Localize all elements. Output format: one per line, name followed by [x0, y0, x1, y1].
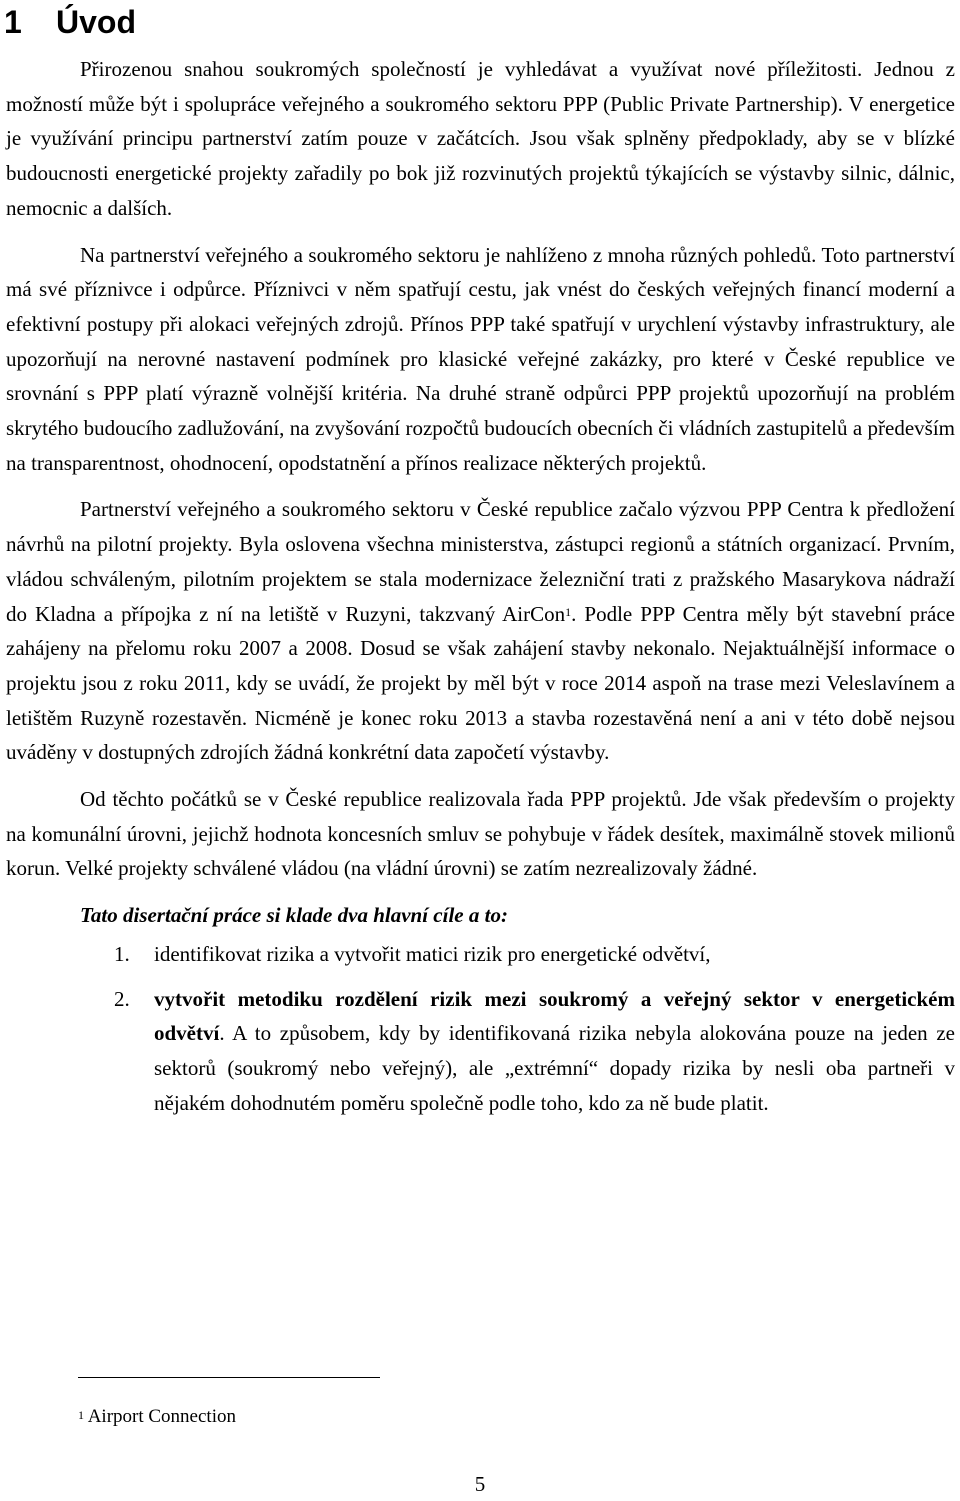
paragraph-3-part-b: . Podle PPP Centra měly být stavební práce zahájeny na přelomu roku 2007 a 2008. Dosud se však zahájení stavby nekonalo. Nejaktuálnější informace o projektu jsou z roku 2011, kdy se uvádí, že projekt by měl být v roce 2014 aspoň na trase mezi Veleslavínem a letištěm Ruzyně rozestavěn. Nicméně je konec roku 2013 a stavba rozestavěná není a ani v této době nejsou uváděny v dostupných zdrojích žádná konkrétní data započetí výstavby.: [6, 601, 955, 765]
paragraph-3: [6, 492, 955, 770]
chapter-title: Úvod: [56, 4, 136, 40]
paragraph-3-part-a: Partnerství veřejného a soukromého sektoru v České republice začalo výzvou PPP Centra k předložení návrhů na pilotní projekty. Byla oslovena všechna ministerstva, zástupci regionů a státních organizací. Prvním, vládou schváleným, pilotním projektem se stala modernizace železniční trati z pražského Masarykova nádraží do Kladna a přípojka z ní na letiště v Ruzyni, takzvaný AirCon: [6, 497, 955, 626]
footnote-separator: [78, 1377, 380, 1378]
chapter-heading: [4, 2, 136, 42]
goal-marker: 1.: [114, 941, 130, 966]
footnote: [78, 1404, 236, 1430]
goal-item-2: [6, 982, 955, 1121]
footnote-number: 1: [78, 1408, 84, 1422]
chapter-number: 1: [4, 4, 22, 40]
body-text: [6, 52, 955, 1120]
page-number: 5: [474, 1472, 486, 1496]
paragraph-2: Na partnerství veřejného a soukromého sektoru je nahlíženo z mnoha různých pohledů. Toto partnerství má své příznivce i odpůrce. Příznivci v něm spatřují cestu, jak vnést do českých veřejných financí moderní a efektivní postupy při alokaci veřejných zdrojů. Přínos PPP také spatřují v urychlení výstavby infrastruktury, ale upozorňují na nerovné nastavení podmínek pro klasické veřejné zakázky, pro které v České republice ve srovnání s PPP platí výrazně volnější kritéria. Na druhé straně odpůrci PPP projektů upozorňují na problém skrytého budoucího zadlužování, na zvyšování rozpočtů budoucích obecních či vládních zastupitelů a především na transparentnost, ohodnocení, opodstatnění a přínos realizace některých projektů.: [6, 242, 955, 475]
paragraph-4: Od těchto počátků se v České republice realizovala řada PPP projektů. Jde však především o projekty na komunální úrovni, jejichž hodnota koncesních smluv se pohybuje v řádek desítek, maximálně stovek milionů korun. Velké projekty schválené vládou (na vládní úrovni) se zatím nezrealizovaly žádné.: [6, 787, 955, 881]
footnote-reference: 1: [565, 604, 572, 619]
paragraph-1: Přirozenou snahou soukromých společností je vyhledávat a využívat nové příležitosti. Jednou z možností může být i spolupráce veřejného a soukromého sektoru PPP (Public Private Partnership). V energetice je využívání principu partnerství zatím pouze v začátcích. Jsou však splněny předpoklady, aby se v blízké budoucnosti energetické projekty zařadily po bok již rozvinutých projektů týkajících se výstavby silnic, dálnic, nemocnic a dalších.: [6, 57, 955, 220]
goal-text: identifikovat rizika a vytvořit matici rizik pro energetické odvětví,: [154, 941, 711, 966]
goal-bold-text: vytvořit metodiku rozdělení rizik mezi soukromý a veřejný sektor v energetickém odvětví: [154, 986, 955, 1046]
goals-list: [6, 937, 955, 1121]
footnote-text: Airport Connection: [87, 1406, 236, 1427]
goal-marker: 2.: [114, 986, 130, 1011]
goals-title: Tato disertační práce si klade dva hlavní cíle a to:: [80, 903, 508, 928]
goal-text: . A to způsobem, kdy by identifikovaná rizika nebyla alokována pouze na jeden ze sektorů (soukromý nebo veřejný), ale „extrémní“ dopady rizika by nesli oba partneři v nějakém dohodnutém poměru společně podle toho, kdo za ně bude platit.: [154, 1021, 955, 1115]
goal-item-1: [6, 937, 955, 972]
